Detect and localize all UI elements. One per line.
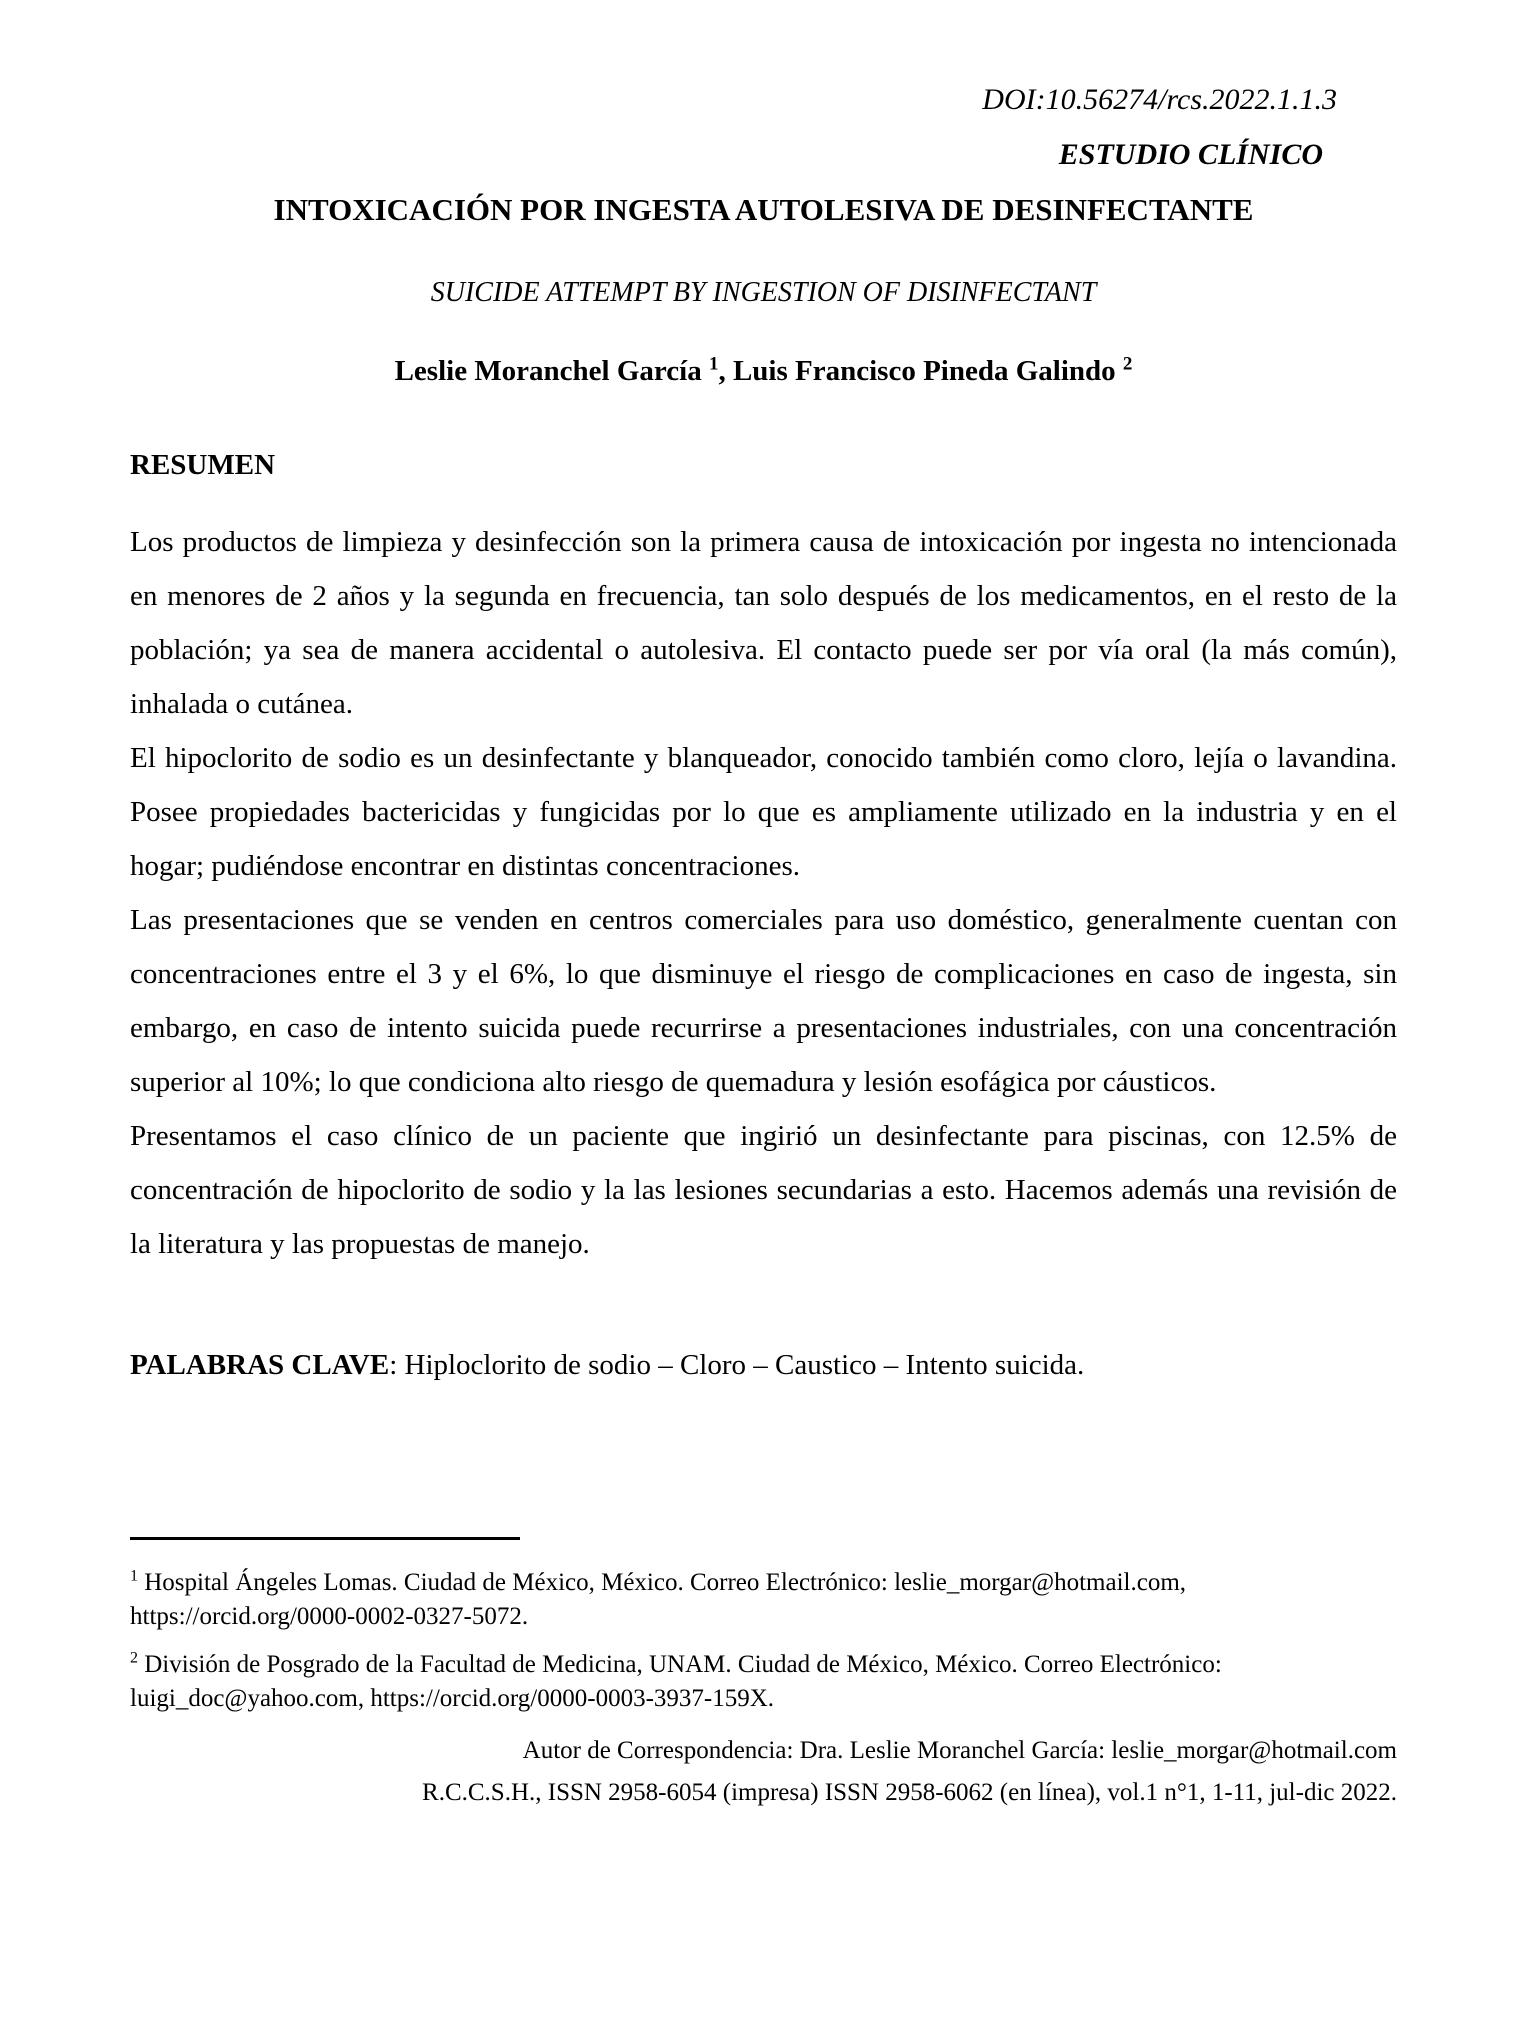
abstract-paragraph-1: Los productos de limpieza y desinfección son la primera causa de intoxicación por ingesta no intencionada en menores de 2 años y la segunda en frecuencia, tan solo después de los medicamentos, en el resto de la población; ya sea de manera accidental o autolesiva. El contacto puede ser por vía oral (la más común), inhalada o cutánea. (130, 526, 1397, 720)
page-header (130, 72, 1397, 237)
footnote-2-text: División de Posgrado de la Facultad de Medicina, UNAM. Ciudad de México, México. Correo Electrónico: luigi_doc@yahoo.com, https://orcid.org/0000-0003-3937-159X. (130, 1651, 1222, 1712)
correspondence-line: Autor de Correspondencia: Dra. Leslie Moranchel García: leslie_morgar@hotmail.com (522, 1737, 1397, 1764)
author-affiliation-marker-1: 1 (708, 353, 719, 375)
author-name-2: Luis Francisco Pineda Galindo (732, 355, 1123, 387)
footnote-2-marker: 2 (130, 1649, 138, 1667)
article-type-label: ESTUDIO CLÍNICO (1058, 138, 1323, 171)
journal-issn-line: R.C.C.S.H., ISSN 2958-6054 (impresa) ISSN 2958-6062 (en línea), vol.1 n°1, 1-11, jul-dic 2022. (422, 1779, 1397, 1806)
authors-line (130, 349, 1397, 393)
resumen-heading: RESUMEN (130, 449, 276, 481)
article-subtitle-english: SUICIDE ATTEMPT BY INGESTION OF DISINFECTANT (430, 277, 1097, 308)
footnote-1-text: Hospital Ángeles Lomas. Ciudad de México, México. Correo Electrónico: leslie_morgar@hotmail.com, https://orcid.org/0000-0002-0327-5072. (130, 1569, 1187, 1630)
abstract-paragraph-2: El hipoclorito de sodio es un desinfectante y blanqueador, conocido también como cloro, lejía o lavandina. Posee propiedades bactericidas y fungicidas por lo que es ampliamente utilizado en la industria y en el hogar; pudiéndose encontrar en distintas concentraciones. (130, 742, 1397, 882)
page-footer (130, 1730, 1397, 1814)
author-affiliation-marker-2: 2 (1122, 353, 1133, 375)
author-name-1: Leslie Moranchel García (394, 355, 709, 387)
abstract-paragraph-3: Las presentaciones que se venden en centros comerciales para uso doméstico, generalmente cuentan con concentraciones entre el 3 y el 6%, lo que disminuye el riesgo de complicaciones en caso de ingesta, sin embargo, en caso de intento suicida puede recurrirse a presentaciones industriales, con una concentración superior al 10%; lo que condiciona alto riesgo de quemadura y lesión esofágica por cáusticos. (130, 904, 1397, 1098)
keywords-label: PALABRAS CLAVE (130, 1349, 390, 1381)
doi-text: DOI:10.56274/rcs.2022.1.1.3 (982, 83, 1337, 116)
footnote-1 (130, 1566, 1397, 1634)
authors-separator: , (718, 355, 733, 387)
footnote-1-marker: 1 (130, 1567, 138, 1585)
keywords-text: : Hiploclorito de sodio – Cloro – Caustico – Intento suicida. (389, 1349, 1085, 1381)
footnote-2 (130, 1648, 1397, 1716)
abstract-paragraph-4: Presentamos el caso clínico de un paciente que ingirió un desinfectante para piscinas, con 12.5% de concentración de hipoclorito de sodio y la las lesiones secundarias a esto. Hacemos además una revisión de la literatura y las propuestas de manejo. (130, 1120, 1397, 1260)
footnote-separator-rule (130, 1537, 520, 1540)
keywords-line (130, 1343, 1397, 1387)
abstract-body (130, 515, 1397, 1271)
article-title: INTOXICACIÓN POR INGESTA AUTOLESIVA DE DESINFECTANTE (273, 192, 1254, 227)
